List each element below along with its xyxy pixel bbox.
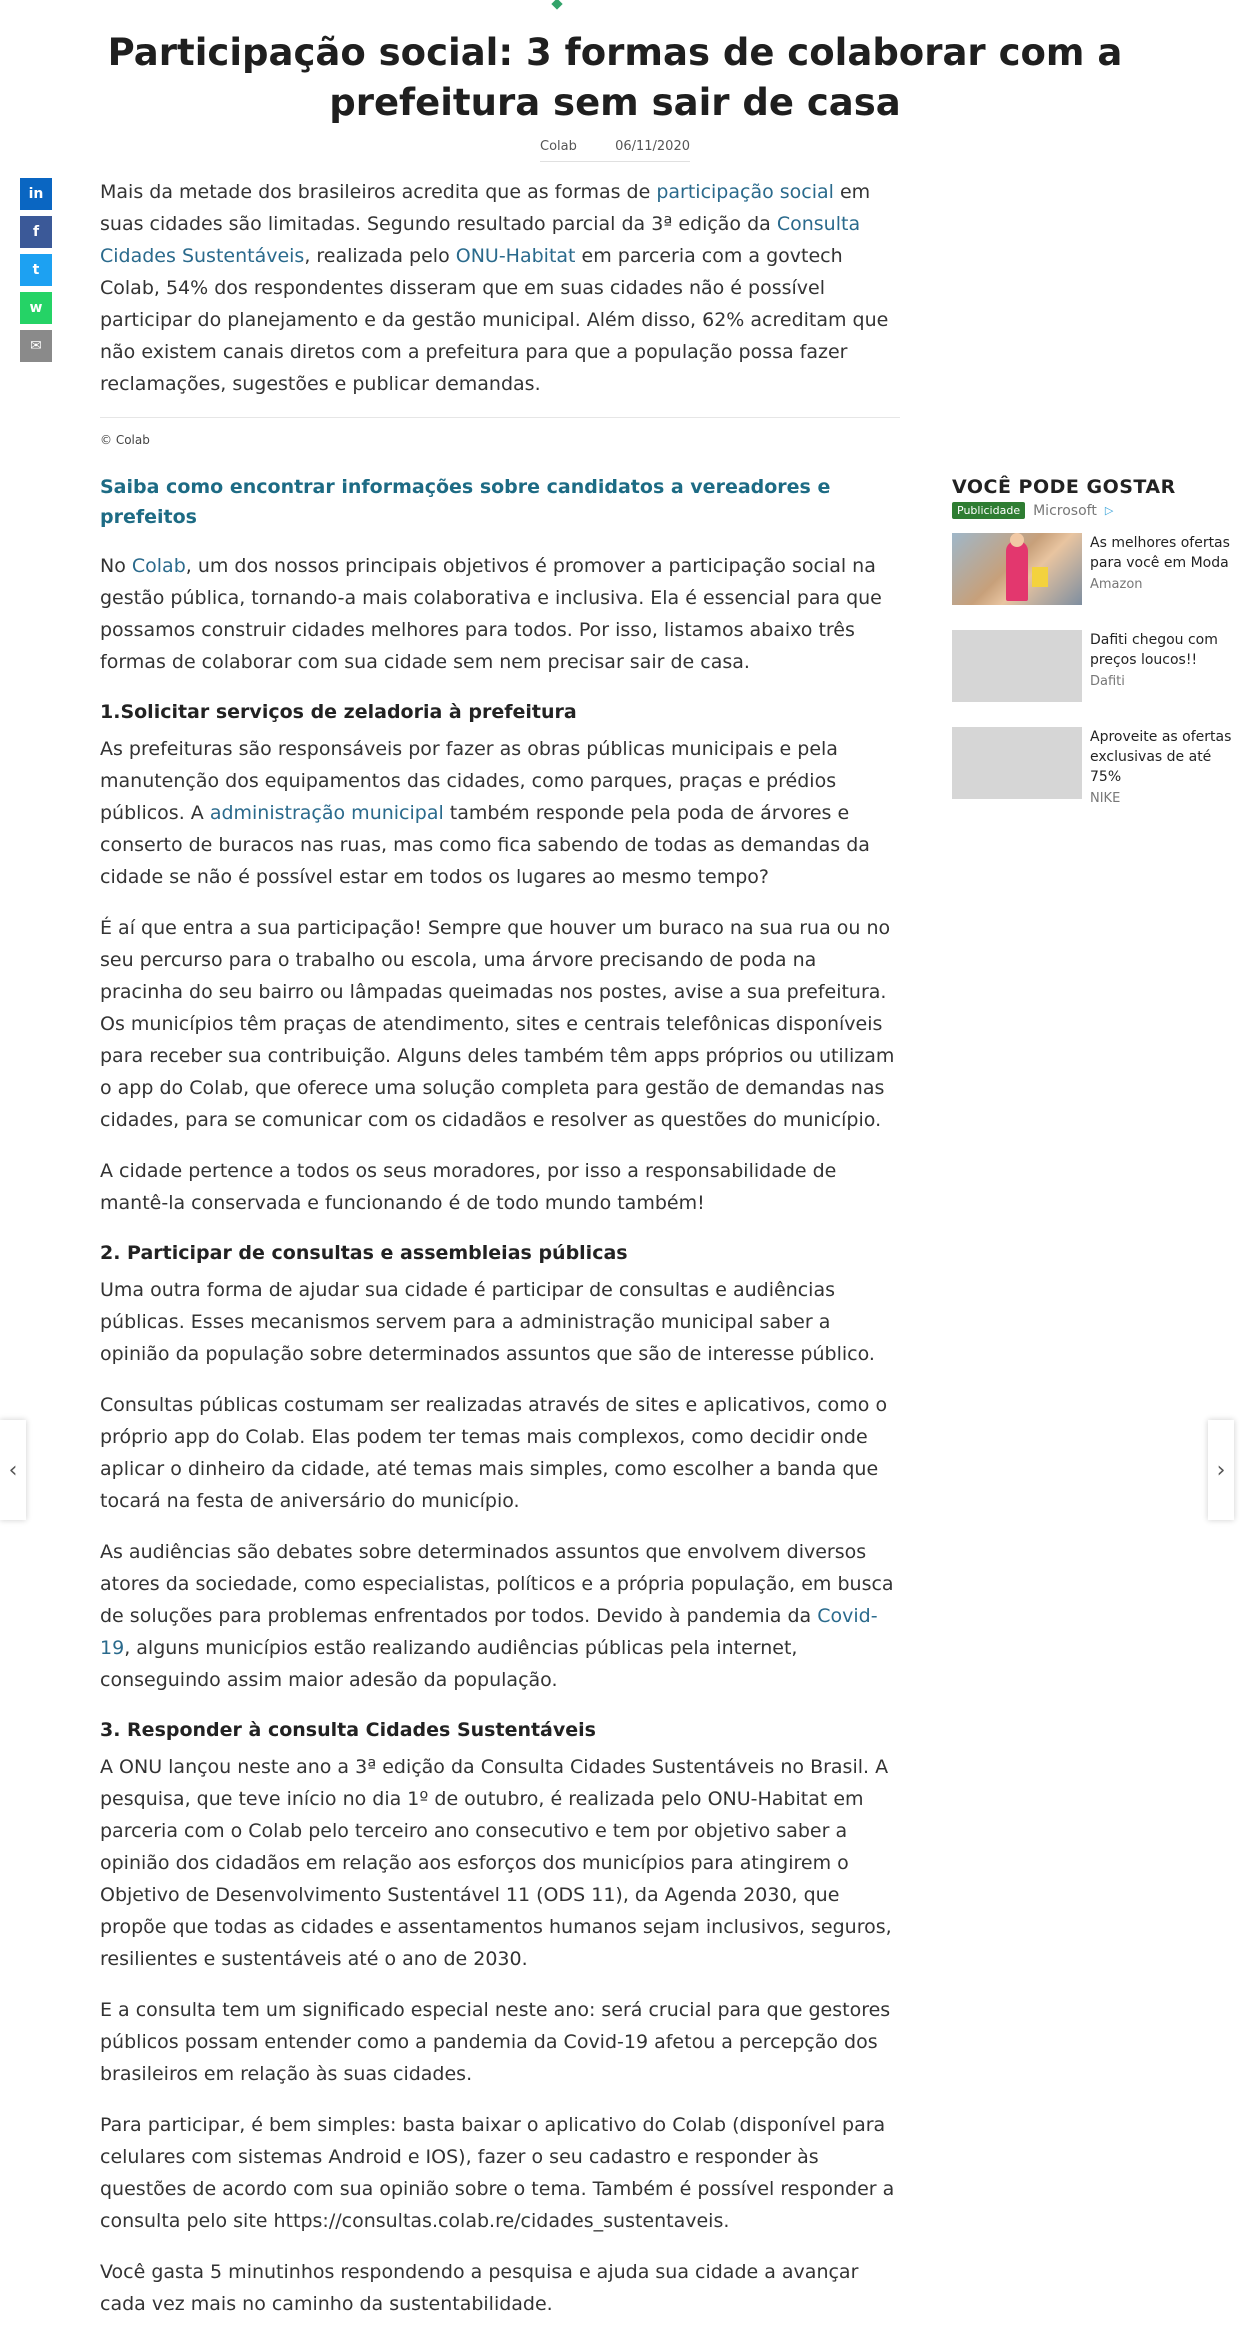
email-share-button[interactable]: [20, 330, 52, 362]
twitter-icon: t: [32, 262, 40, 278]
recommendation-card[interactable]: [952, 533, 1230, 605]
recommendation-card[interactable]: [952, 727, 1232, 806]
whatsapp-icon: w: [29, 300, 43, 316]
previous-article-button[interactable]: [0, 1420, 26, 1520]
related-article-link[interactable]: Saiba como encontrar informações sobre candidatos a vereadores e prefeitos: [100, 476, 831, 528]
sponsored-badge: Publicidade: [952, 502, 1025, 519]
category-badge[interactable]: [553, 0, 683, 6]
paragraph: A cidade pertence a todos os seus moradores, por isso a responsabilidade de mantê-la conservada e funcionando é de todo mundo também!: [100, 1160, 837, 1214]
thumbnail-placeholder: [952, 630, 1082, 702]
chevron-left-icon: ‹: [8, 1457, 18, 1483]
paragraph: Você gasta 5 minutinhos respondendo a pesquisa e ajuda sua cidade a avançar cada vez mais no caminho da sustentabilidade.: [100, 2261, 859, 2315]
section-heading: 1.Solicitar serviços de zeladoria à prefeitura: [100, 701, 577, 723]
image-credit: © Colab: [100, 433, 150, 447]
sponsor-name: Microsoft: [1033, 502, 1097, 519]
recommendation-headline[interactable]: Dafiti chegou com preços loucos!!: [1090, 632, 1218, 668]
recommendation-headline[interactable]: Aproveite as ofertas exclusivas de até 75%: [1090, 729, 1232, 785]
next-article-button[interactable]: [1208, 1420, 1234, 1520]
link-covid-19[interactable]: Covid-19: [100, 1605, 878, 1659]
link-administracao-municipal[interactable]: administração municipal: [209, 802, 444, 824]
article-meta: [540, 132, 690, 162]
paragraph: A ONU lançou neste ano a 3ª edição da Consulta Cidades Sustentáveis no Brasil. A pesquisa, que teve início no dia 1º de outubro, é realizada pelo ONU-Habitat em parceria com o Colab pelo terceiro ano consecutivo e tem por objetivo saber a opinião dos cidadãos em relação aos esforços dos municípios para atingirem o Objetivo de Desenvolvimento Sustentável 11 (ODS 11), da Agenda 2030, que propõe que todas as cidades e assentamentos humanos sejam inclusivos, seguros, resilientes e sustentáveis até o ano de 2030.: [100, 1756, 892, 1970]
paragraph: No Colab, um dos nossos principais objetivos é promover a participação social na gestão pública, tornando-a mais colaborativa e inclusiva. Ela é essencial para que possamos construir cidades melhores para todos. Por isso, listamos abaixo três formas de colaborar com sua cidade sem nem precisar sair de casa.: [100, 555, 882, 673]
author[interactable]: Colab: [540, 139, 577, 154]
linkedin-share-button[interactable]: [20, 178, 52, 210]
leaf-icon: [551, 0, 562, 10]
recommendation-card[interactable]: [952, 630, 1230, 702]
recommendation-source: Dafiti: [1090, 674, 1125, 689]
paragraph: Para participar, é bem simples: basta baixar o aplicativo do Colab (disponível para celulares com sistemas Android e IOS), fazer o seu cadastro e responder às questões de acordo com sua opinião sobre o tema. Também é possível responder a consulta pelo site https://consultas.colab.re/cidades_sustentaveis.: [100, 2114, 895, 2232]
sponsor-line: [952, 502, 1230, 519]
paragraph: Consultas públicas costumam ser realizadas através de sites e aplicativos, como o próprio app do Colab. Elas podem ter temas mais complexos, como decidir onde aplicar o dinheiro da cidade, até temas mais simples, como escolher a banda que tocará na festa de aniversário do município.: [100, 1394, 888, 1512]
shopping-photo-thumbnail: [952, 533, 1082, 605]
paragraph: As audiências são debates sobre determinados assuntos que envolvem diversos atores da sociedade, como especialistas, políticos e a própria população, em busca de soluções para problemas enfrentados por todos. Devido à pandemia da Covid-19, alguns municípios estão realizando audiências públicas pela internet, conseguindo assim maior adesão da população.: [100, 1541, 894, 1691]
recommendations-sidebar: [952, 476, 1230, 824]
link-participacao-social[interactable]: participação social: [656, 181, 834, 203]
whatsapp-share-button[interactable]: [20, 292, 52, 324]
publish-date: 06/11/2020: [615, 139, 690, 154]
chevron-right-icon: ›: [1216, 1457, 1226, 1483]
article-body: [100, 176, 900, 2339]
paragraph: As prefeituras são responsáveis por fazer as obras públicas municipais e pela manutenção dos equipamentos das cidades, como parques, praças e prédios públicos. A administração municipal também responde pela poda de árvores e conserto de buracos nas ruas, mas como fica sabendo de todas as demandas da cidade se não é possível estar em todos os lugares ao mesmo tempo?: [100, 738, 870, 888]
facebook-icon: f: [32, 224, 40, 240]
link-colab[interactable]: Colab: [131, 555, 186, 577]
recommendation-headline[interactable]: As melhores ofertas para você em Moda: [1090, 535, 1230, 571]
facebook-share-button[interactable]: [20, 216, 52, 248]
adchoices-icon[interactable]: ▷: [1104, 504, 1114, 517]
page-title: Participação social: 3 formas de colaborar com a prefeitura sem sair de casa: [107, 31, 1123, 124]
section-heading: 3. Responder à consulta Cidades Sustentáveis: [100, 1719, 596, 1741]
paragraph: Mais da metade dos brasileiros acredita que as formas de participação social em suas cidades são limitadas. Segundo resultado parcial da 3ª edição da Consulta Cidades Sustentáveis, realizada pelo ONU-Habitat em parceria com a govtech Colab, 54% dos respondentes disseram que em suas cidades não é possível participar do planejamento e da gestão municipal. Além disso, 62% acreditam que não existem canais diretos com a prefeitura para que a população possa fazer reclamações, sugestões e publicar demandas.: [100, 181, 889, 395]
section-heading: 2. Participar de consultas e assembleias públicas: [100, 1242, 628, 1264]
paragraph: É aí que entra a sua participação! Sempre que houver um buraco na sua rua ou no seu percurso para o trabalho ou escola, uma árvore precisando de poda na pracinha do seu bairro ou lâmpadas queimadas nos postes, avise a sua prefeitura. Os municípios têm praças de atendimento, sites e centrais telefônicas disponíveis para receber sua contribuição. Alguns deles também têm apps próprios ou utilizam o app do Colab, que oferece uma solução completa para gestão de demandas nas cidades, para se comunicar com os cidadãos e resolver as questões do município.: [100, 917, 895, 1131]
email-icon: ✉: [30, 338, 42, 354]
paragraph: E a consulta tem um significado especial neste ano: será crucial para que gestores públicos possam entender como a pandemia da Covid-19 afetou a percepção dos brasileiros em relação às suas cidades.: [100, 1999, 891, 2085]
recommendation-source: NIKE: [1090, 791, 1121, 806]
divider: [100, 417, 900, 418]
link-consulta-cidades[interactable]: Consulta Cidades Sustentáveis: [100, 213, 861, 267]
sidebar-title: VOCÊ PODE GOSTAR: [952, 476, 1176, 498]
linkedin-icon: in: [28, 186, 44, 202]
share-bar: [20, 178, 52, 368]
twitter-share-button[interactable]: [20, 254, 52, 286]
paragraph: Uma outra forma de ajudar sua cidade é participar de consultas e audiências públicas. Esses mecanismos servem para a administração municipal saber a opinião da população sobre determinados assuntos que são de interesse público.: [100, 1279, 875, 1365]
link-onu-habitat[interactable]: ONU-Habitat: [455, 245, 576, 267]
recommendation-source: Amazon: [1090, 577, 1143, 592]
thumbnail-placeholder: [952, 727, 1082, 799]
